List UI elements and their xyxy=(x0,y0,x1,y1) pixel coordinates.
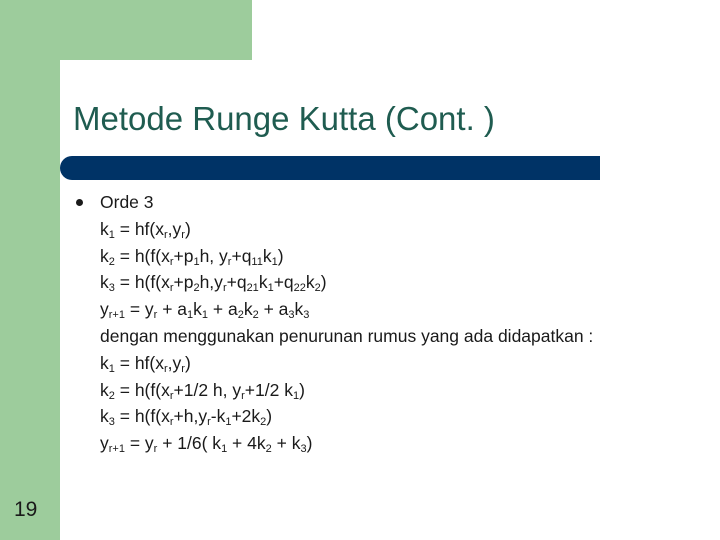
subscript: 2 xyxy=(265,443,272,456)
subscript: r+1 xyxy=(108,309,125,322)
content-line xyxy=(100,189,700,216)
text-run: + 1/6( k xyxy=(157,433,222,454)
text-run: +q xyxy=(273,272,294,293)
content-line xyxy=(100,403,700,430)
subscript: 1 xyxy=(271,255,278,268)
subscript: 2 xyxy=(314,282,321,295)
content-line xyxy=(100,350,700,377)
subscript: 22 xyxy=(293,282,306,295)
text-run: ) xyxy=(184,218,191,239)
subscript: 2 xyxy=(252,309,259,322)
slide-number: 19 xyxy=(14,498,38,521)
text-run: = h(f(x xyxy=(114,406,170,427)
subscript: r xyxy=(181,362,185,375)
subscript: 1 xyxy=(187,309,194,322)
subscript: 11 xyxy=(251,255,263,268)
subscript: r+1 xyxy=(108,443,125,456)
subscript: 3 xyxy=(288,309,295,322)
text-run: + 4k xyxy=(227,433,266,454)
slide-title: Metode Runge Kutta (Cont. ) xyxy=(73,100,495,137)
subscript: 2 xyxy=(193,282,200,295)
text-run: = h(f(x xyxy=(114,272,170,293)
subscript: r xyxy=(169,255,174,268)
text-run: ) xyxy=(277,245,284,266)
subscript: r xyxy=(169,416,174,429)
title-underline-bar xyxy=(60,156,600,180)
text-run: = h(f(x xyxy=(114,379,170,400)
text-run: k xyxy=(100,218,109,239)
subscript: 2 xyxy=(260,416,267,429)
text-run: h,y xyxy=(199,272,223,293)
subscript: r xyxy=(164,362,168,375)
text-run: k xyxy=(243,299,253,320)
text-run: k xyxy=(100,352,109,373)
text-run: + a xyxy=(157,299,188,320)
corner-decoration-left xyxy=(0,0,60,540)
subscript: 1 xyxy=(221,443,228,456)
text-run: ,y xyxy=(167,218,182,239)
subscript: 1 xyxy=(193,255,200,268)
subscript: 1 xyxy=(108,228,115,241)
subscript: r xyxy=(181,228,185,241)
subscript: 1 xyxy=(225,416,232,429)
subscript: 1 xyxy=(108,362,115,375)
subscript: r xyxy=(153,309,158,322)
text-run: y xyxy=(100,433,109,454)
subscript: 2 xyxy=(108,255,115,268)
text-run: +q xyxy=(226,272,247,293)
text-run: +p xyxy=(173,272,194,293)
subscript: r xyxy=(207,416,211,429)
text-run: +p xyxy=(173,245,194,266)
text-run: ) xyxy=(299,379,305,400)
text-run: = y xyxy=(124,299,154,320)
content-line xyxy=(100,296,700,323)
text-run: = h(f(x xyxy=(114,245,170,266)
slide-content xyxy=(100,189,700,457)
subscript: r xyxy=(164,228,168,241)
subscript: 3 xyxy=(108,282,115,295)
text-run: k xyxy=(100,406,109,427)
text-run: ,y xyxy=(167,352,182,373)
subscript: 1 xyxy=(292,389,300,402)
bullet-icon xyxy=(76,199,83,206)
subscript: 21 xyxy=(246,282,259,295)
subscript: 2 xyxy=(108,389,115,402)
content-line xyxy=(100,430,700,457)
text-run: + a xyxy=(258,299,289,320)
text-run: k xyxy=(100,379,109,400)
text-run: dengan menggunakan penurunan rumus yang ada didapatkan : xyxy=(100,325,594,346)
text-run: ) xyxy=(320,272,327,293)
text-run: = hf(x xyxy=(114,352,164,373)
subscript: 1 xyxy=(201,309,209,322)
subscript: 1 xyxy=(267,282,274,295)
subscript: r xyxy=(169,389,174,402)
text-run: y xyxy=(100,299,109,320)
text-run: +1/2 h, y xyxy=(173,379,242,400)
subscript: r xyxy=(227,255,232,268)
content-line xyxy=(100,377,700,404)
text-run: ) xyxy=(306,433,313,454)
text-run: k xyxy=(193,299,202,320)
text-run: Orde 3 xyxy=(100,192,154,212)
text-run: + k xyxy=(271,433,301,454)
text-run: k xyxy=(258,272,268,293)
subscript: r xyxy=(153,443,158,456)
content-line xyxy=(100,243,700,270)
text-run: = hf(x xyxy=(114,218,164,239)
subscript: 3 xyxy=(300,443,307,456)
subscript: 3 xyxy=(303,309,310,322)
text-run: +2k xyxy=(231,406,261,427)
text-run: + a xyxy=(208,299,238,320)
subscript: r xyxy=(222,282,227,295)
text-run: +1/2 k xyxy=(244,379,293,400)
text-run: ) xyxy=(266,406,273,427)
subscript: 2 xyxy=(237,309,244,322)
text-run: +q xyxy=(231,245,252,266)
subscript: r xyxy=(241,389,245,402)
text-run: -k xyxy=(210,406,226,427)
text-run: +h,y xyxy=(173,406,208,427)
text-run: k xyxy=(305,272,315,293)
text-run: ) xyxy=(184,352,191,373)
text-run: = y xyxy=(124,433,154,454)
text-run: k xyxy=(100,245,109,266)
subscript: r xyxy=(169,282,174,295)
content-line xyxy=(100,323,700,350)
text-run: h, y xyxy=(199,245,228,266)
content-line xyxy=(100,269,700,296)
text-run: k xyxy=(262,245,272,266)
content-line xyxy=(100,216,700,243)
subscript: 3 xyxy=(108,416,115,429)
text-run: k xyxy=(100,272,109,293)
text-run: k xyxy=(294,299,304,320)
